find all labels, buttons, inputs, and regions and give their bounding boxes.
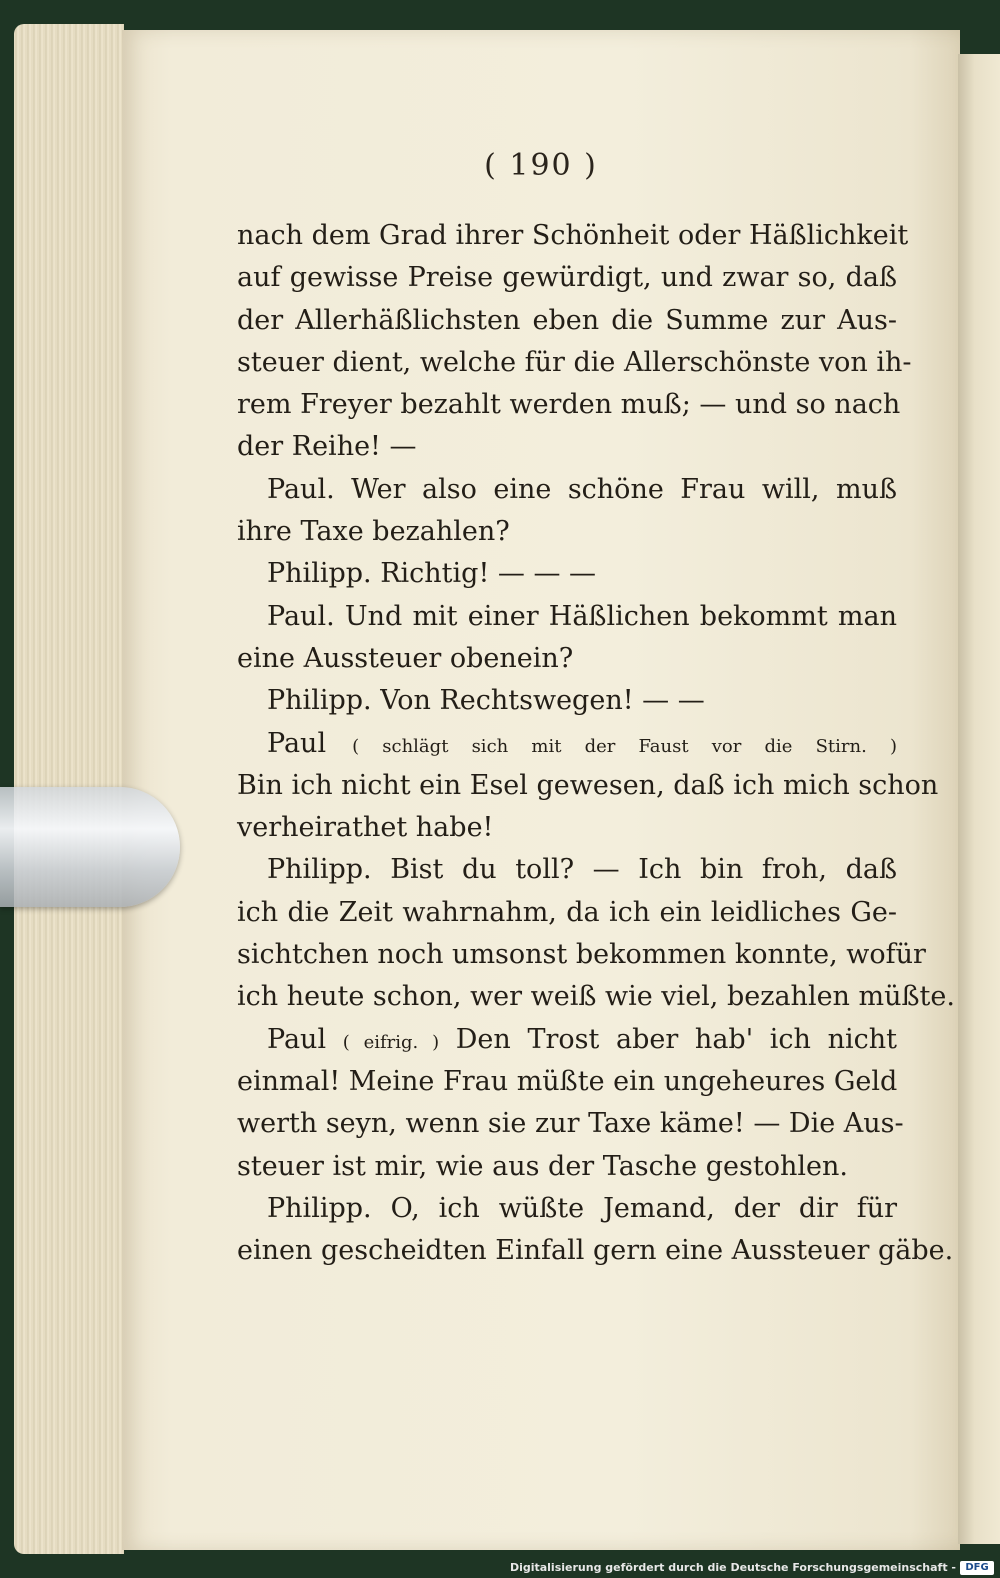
dfg-logo: DFG [960, 1561, 994, 1575]
footer-bar [0, 1556, 1000, 1578]
adjacent-page-edge [958, 54, 1000, 1544]
text-line: Philipp. Bist du toll? — Ich bin froh, daß [267, 854, 897, 886]
text-line: Philipp. Von Rechtswegen! — — [267, 685, 705, 717]
text-line: ich heute schon, wer weiß wie viel, bezahlen müßte. [237, 981, 955, 1013]
text-line: einen gescheidten Einfall gern eine Aussteuer gäbe. [237, 1235, 954, 1267]
text-line: Paul. Wer also eine schöne Frau will, muß [267, 473, 897, 505]
page-number: ( 190 ) [484, 148, 598, 183]
speaker-name: Paul [267, 727, 327, 759]
text-line: Paul. Und mit einer Häßlichen bekommt man [267, 600, 897, 632]
text-line: verheirathet habe! [237, 812, 494, 844]
text-line: der Allerhäßlichsten eben die Summe zur Aus- [237, 304, 897, 336]
text-line: auf gewisse Preise gewürdigt, und zwar so, daß [237, 262, 897, 294]
text-line: steuer dient, welche für die Allerschönste von ih- [237, 346, 912, 378]
page-clip [0, 787, 180, 907]
dialogue-text: Den Trost aber hab' ich nicht [455, 1023, 897, 1055]
stage-direction: ( eifrig. ) [342, 1031, 440, 1053]
text-line: Bin ich nicht ein Esel gewesen, daß ich mich schon [237, 769, 939, 801]
text-line: rem Freyer bezahlt werden muß; — und so nach [237, 389, 901, 421]
funding-credit: Digitalisierung gefördert durch die Deutsche Forschungsgemeinschaft - [509, 1561, 956, 1574]
text-line: Philipp. O, ich wüßte Jemand, der dir für [267, 1192, 897, 1224]
book-spread [14, 24, 1000, 1554]
text-line [237, 1019, 897, 1061]
page-text [237, 215, 955, 1272]
text-line: ihre Taxe bezahlen? [237, 516, 510, 548]
text-line: Philipp. Richtig! — — — [267, 558, 597, 590]
speaker-name: Paul [267, 1023, 327, 1055]
book-page [122, 30, 960, 1550]
text-line: werth seyn, wenn sie zur Taxe käme! — Die Aus- [237, 1108, 904, 1140]
text-line: nach dem Grad ihrer Schönheit oder Häßlichkeit [237, 220, 909, 251]
text-line: ich die Zeit wahrnahm, da ich ein leidliches Ge- [237, 896, 897, 928]
text-line: der Reihe! — [237, 431, 417, 463]
stage-direction: ( schlägt sich mit der Faust vor die Stirn. ) [352, 735, 897, 757]
text-line: eine Aussteuer obenein? [237, 642, 574, 674]
text-line [237, 723, 897, 765]
text-line: einmal! Meine Frau müßte ein ungeheures Geld [237, 1065, 898, 1097]
text-line: steuer ist mir, wie aus der Tasche gestohlen. [237, 1150, 848, 1182]
text-line: sichtchen noch umsonst bekommen konnte, wofür [237, 939, 926, 971]
